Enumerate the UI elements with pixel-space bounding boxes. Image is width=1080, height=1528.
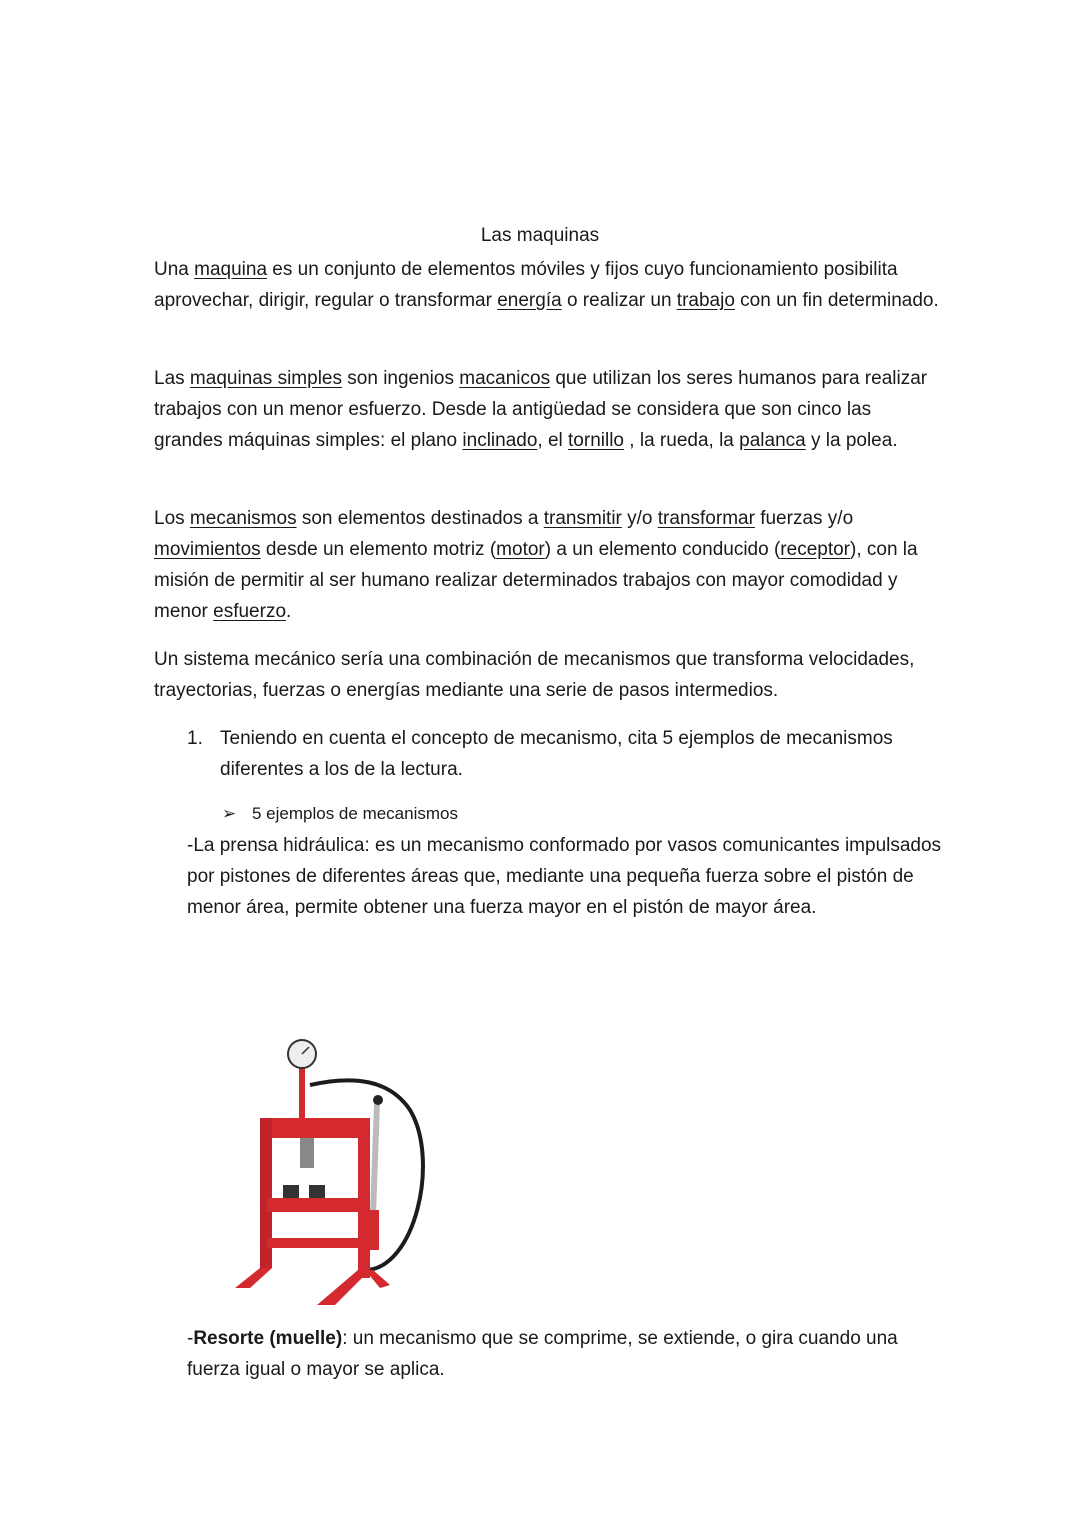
term-motor: motor [496, 539, 545, 560]
term-esfuerzo: esfuerzo [213, 601, 287, 622]
document-title: Las maquinas [480, 225, 600, 246]
text: fuerzas y/o [754, 508, 854, 529]
hydraulic-press-image [205, 1030, 455, 1315]
text: son ingenios [342, 368, 460, 389]
pump-body [365, 1210, 379, 1250]
press-bed [267, 1198, 365, 1212]
paragraph-mecanismos [154, 503, 944, 627]
text: ) a un elemento conducido ( [544, 539, 781, 560]
press-right-leg [317, 1270, 370, 1305]
term-macanicos: macanicos [459, 368, 551, 389]
question-number: 1. [187, 728, 203, 749]
term-maquina: maquina [194, 259, 268, 280]
handle-knob [373, 1095, 383, 1105]
term-palanca: palanca [739, 430, 806, 451]
text: , el [537, 430, 569, 451]
text: ), con la misión de permitir al ser humano realizar determinados trabajos con mayor comodidad y menor [154, 539, 918, 622]
press-rear-leg [365, 1270, 390, 1288]
question-text: Teniendo en cuenta el concepto de mecanismo, cita 5 ejemplos de mecanismos diferentes a los de la lectura. [220, 728, 893, 780]
press-top-beam [260, 1118, 370, 1138]
arrow-bullet-icon: ➢ [222, 804, 237, 823]
paragraph-resorte [187, 1323, 947, 1385]
text: - [187, 1328, 194, 1349]
bullet-text: 5 ejemplos de mecanismos [252, 804, 458, 823]
press-lower-crossbar [267, 1238, 365, 1248]
pump-handle [373, 1102, 377, 1215]
text: Los [154, 508, 190, 529]
term-movimientos: movimientos [154, 539, 261, 560]
paragraph-sistema-mecanico: Un sistema mecánico sería una combinación de mecanismos que transforma velocidades, trayectorias, fuerzas o energías mediante una serie de pasos intermedios. [154, 649, 915, 701]
text: : un mecanismo que se comprime, se extiende, o gira cuando una fuerza igual o mayor se aplica. [187, 1328, 898, 1380]
text: , la rueda, la [624, 430, 740, 451]
term-receptor: receptor [780, 539, 850, 560]
press-left-leg [235, 1268, 272, 1288]
text: que utilizan los seres humanos para realizar trabajos con un menor esfuerzo. Desde la antigüedad se considera que son cinco las grandes máquinas simples: el plano [154, 368, 928, 451]
bullet-item [222, 798, 458, 829]
text: desde un elemento motriz ( [260, 539, 497, 560]
question-item [187, 723, 947, 785]
term-resorte: Resorte (muelle) [193, 1328, 343, 1349]
text: son elementos destinados a [296, 508, 544, 529]
press-piston [300, 1138, 314, 1168]
term-mecanismos: mecanismos [189, 508, 297, 529]
text: Una [154, 259, 195, 280]
term-maquinas-simples: maquinas simples [189, 368, 342, 389]
term-energia: energía [497, 290, 562, 311]
text: y/o [621, 508, 658, 529]
term-trabajo: trabajo [676, 290, 735, 311]
paragraph-maquina [154, 254, 944, 316]
term-inclinado: inclinado [462, 430, 538, 451]
text: con un fin determinado. [734, 290, 939, 311]
term-transformar: transformar [657, 508, 755, 529]
text: . [286, 601, 292, 622]
text: o realizar un [561, 290, 677, 311]
term-transmitir: transmitir [543, 508, 622, 529]
text: es un conjunto de elementos móviles y fijos cuyo funcionamiento posibilita aprovechar, dirigir, regular o transformar [154, 259, 898, 311]
text: y la polea. [805, 430, 898, 451]
paragraph-maquinas-simples [154, 363, 944, 456]
term-tornillo: tornillo [568, 430, 625, 451]
paragraph-prensa: -La prensa hidráulica: es un mecanismo conformado por vasos comunicantes impulsados por pistones de diferentes áreas que, mediante una pequeña fuerza sobre el pistón de menor área, permite obtener una fuerza mayor en el pistón de mayor área. [187, 835, 942, 918]
press-block-left [283, 1185, 299, 1198]
press-block-right [309, 1185, 325, 1198]
text: Las [154, 368, 190, 389]
